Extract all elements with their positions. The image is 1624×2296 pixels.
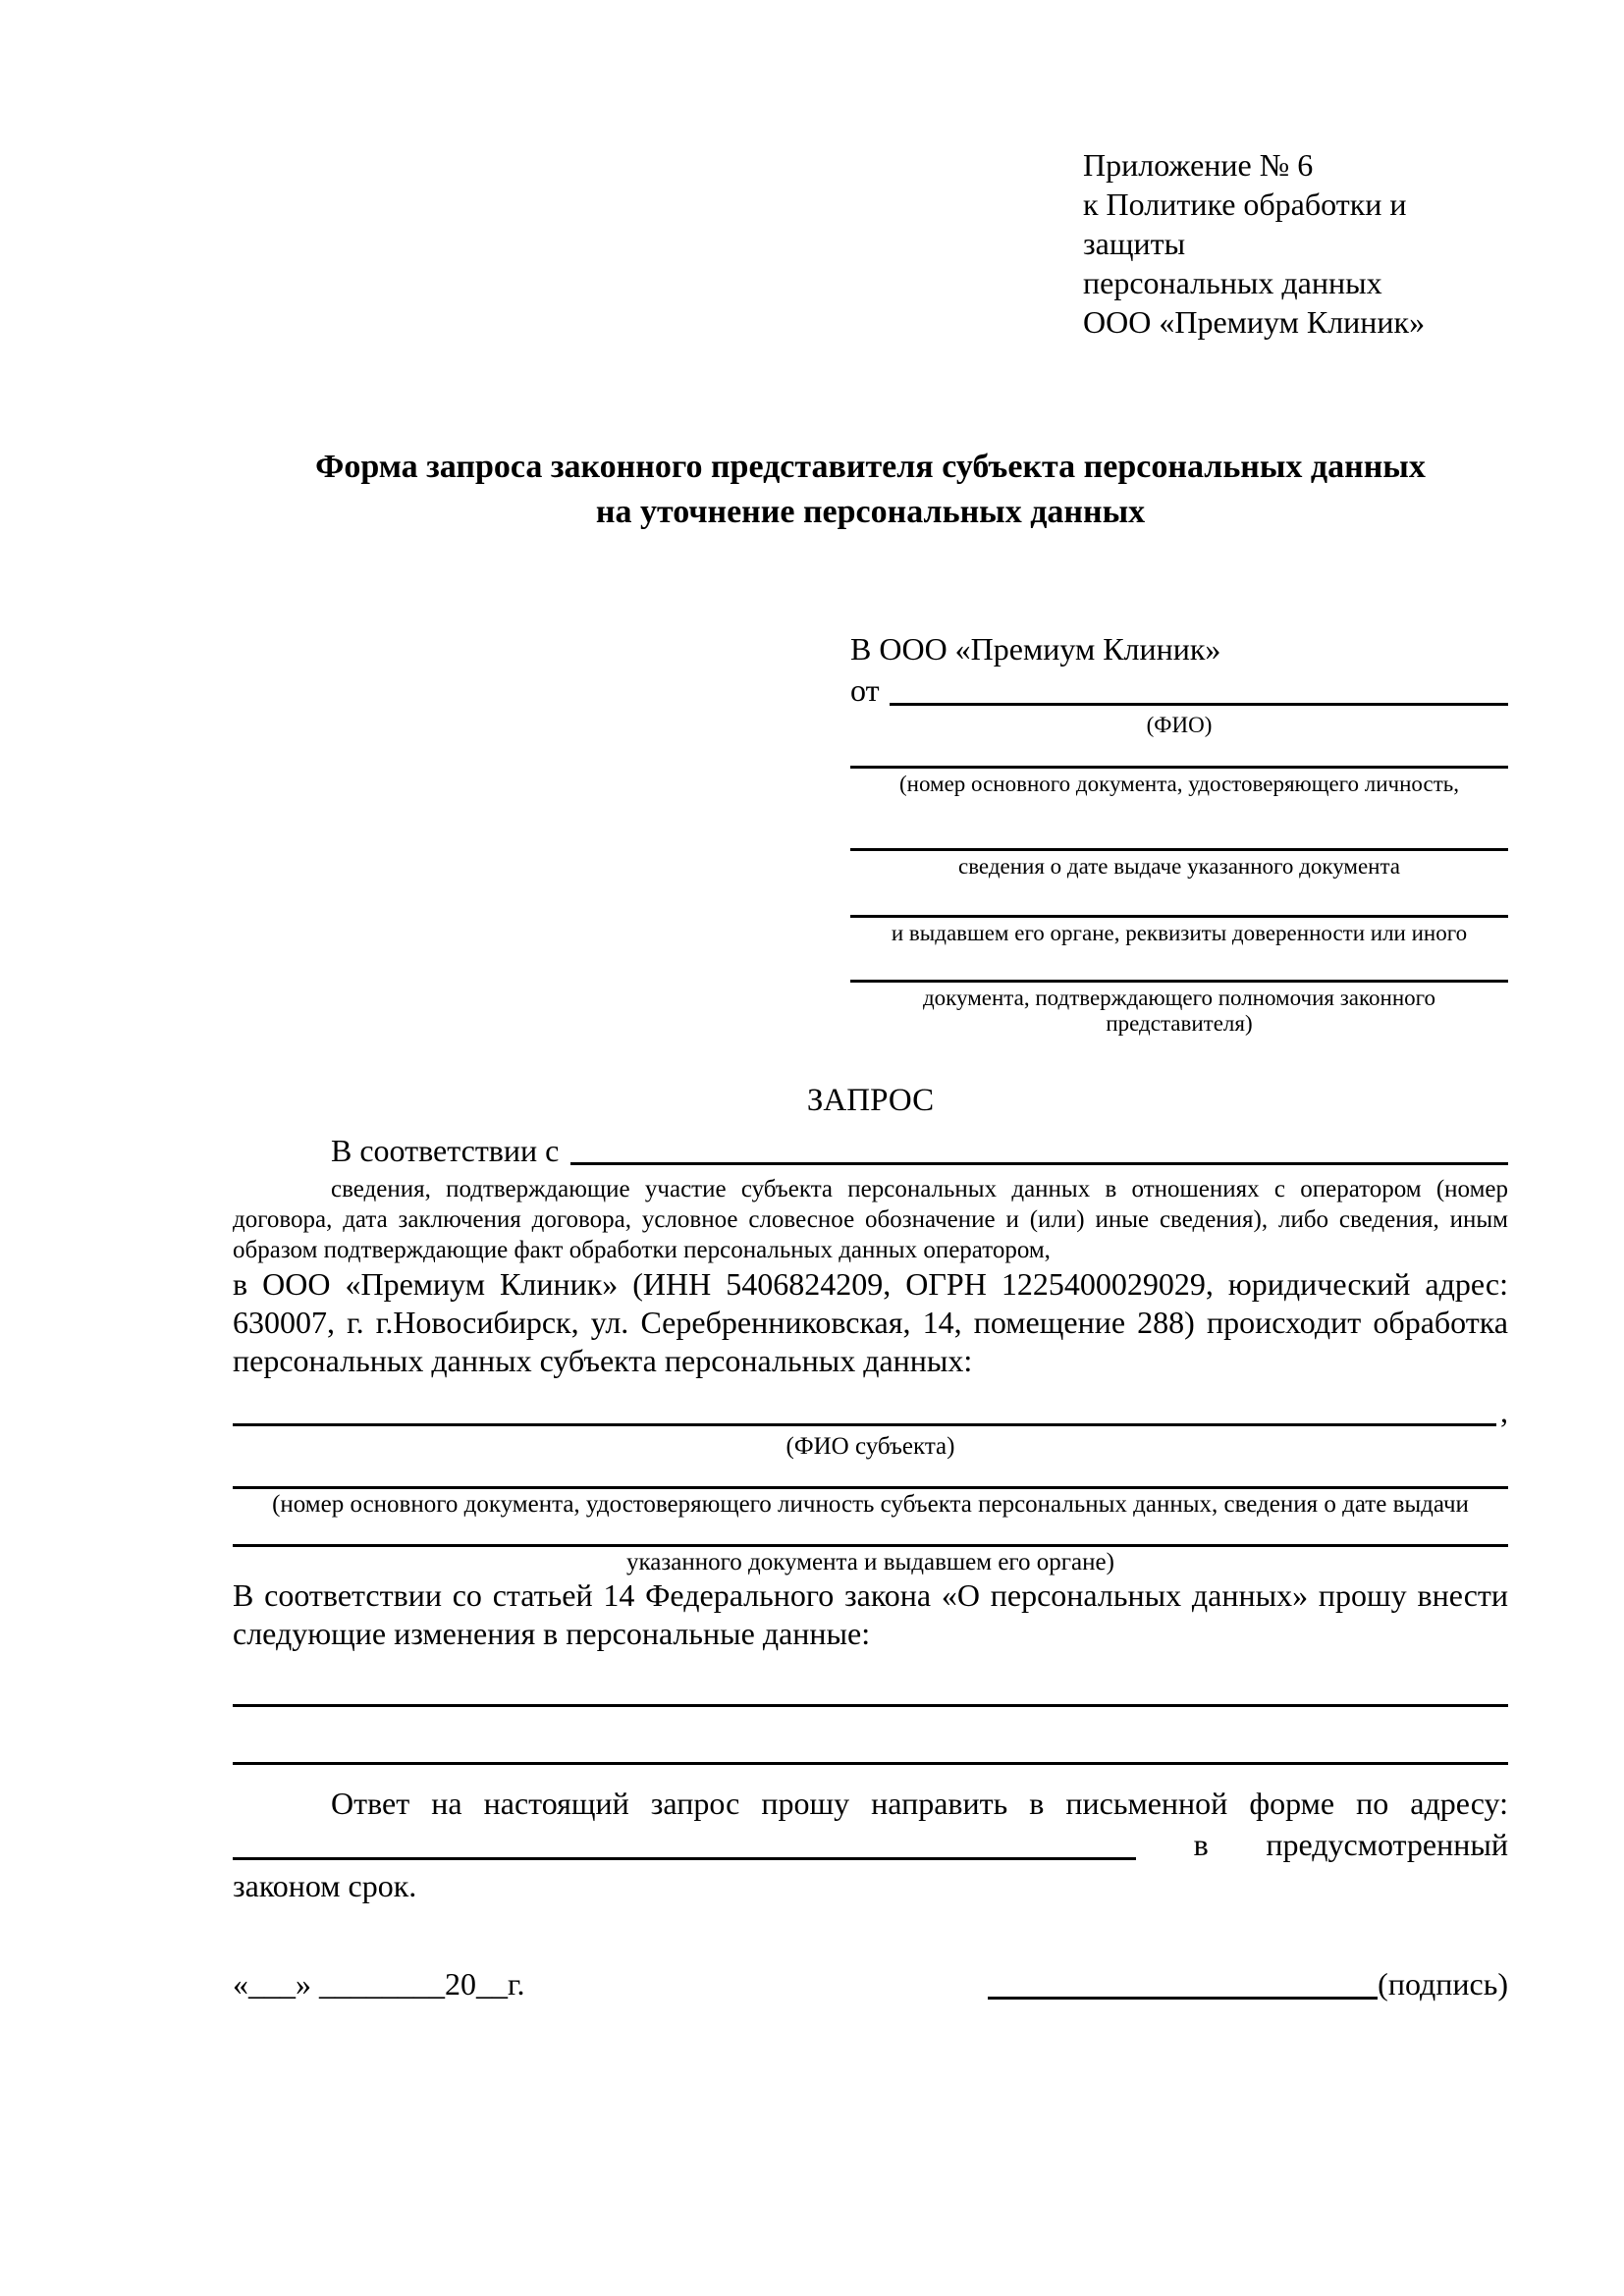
appendix-line-1: Приложение № 6 — [1083, 147, 1314, 183]
intro-caption: сведения, подтверждающие участие субъекта персональных данных в отношениях с оператором (номер договора, дата заключения договора, условное словесное обозначение и (или) иные сведения), либо сведения, иным образом подтверждающие факт обработки персональных данных оператором, — [233, 1176, 1508, 1263]
doc-number-field-line: (номер основного документа, удостоверяющего личность, — [850, 766, 1508, 797]
changes-field-line-1 — [233, 1704, 1508, 1707]
request-heading: ЗАПРОС — [806, 1083, 935, 1118]
addressee-to: В ООО «Премиум Клиник» — [850, 631, 1221, 667]
document-title-line-2: на уточнение персональных данных — [595, 494, 1146, 530]
document-title — [233, 445, 1508, 535]
answer-line-2 — [233, 1824, 1508, 1865]
operator-paragraph: в ООО «Премиум Клиник» (ИНН 5406824209, ОГРН 1225400029029, юридический адрес: 630007, г. г.Новосибирск, ул. Серебренниковская, 14, помещение 288) происходит обработка персональных данных субъекта персональных данных: — [233, 1266, 1508, 1378]
footer-row — [233, 1963, 1508, 2004]
subject-fio-suffix: , — [1500, 1394, 1508, 1429]
subject-fio-field-line — [233, 1422, 1496, 1426]
signature-group — [988, 1963, 1508, 2004]
subject-fio-row — [233, 1392, 1508, 1431]
changes-field-line-2 — [233, 1762, 1508, 1765]
appendix-line-3: персональных данных — [1083, 265, 1382, 300]
subject-doc-caption: (номер основного документа, удостоверяющего личность субъекта персональных данных, сведения о дате выдачи — [272, 1491, 1469, 1518]
signature-caption: (подпись) — [1378, 1966, 1508, 2002]
authority-doc-field-line: документа, подтверждающего полномочия законного представителя) — [850, 980, 1508, 1037]
document-title-line-1: Форма запроса законного представителя субъекта персональных данных — [315, 449, 1426, 485]
from-label: от — [850, 672, 880, 708]
addressee-block — [850, 628, 1508, 1037]
law-paragraph: В соответствии со статьей 14 Федерального закона «О персональных данных» прошу внести следующие изменения в персональные данные: — [233, 1577, 1508, 1651]
issue-date-field-line: сведения о дате выдаче указанного документа — [850, 848, 1508, 880]
intro-prefix: В соответствии с — [331, 1133, 560, 1168]
basis-field-line — [570, 1161, 1508, 1165]
intro-row — [233, 1131, 1508, 1170]
answer-line-3: законом срок. — [233, 1868, 417, 1903]
from-row — [850, 669, 1508, 711]
date-line: «___» ________20__г. — [233, 1966, 525, 2002]
subject-authority-caption: указанного документа и выдавшем его органе) — [626, 1549, 1114, 1575]
appendix-line-4: ООО «Премиум Клиник» — [1083, 304, 1426, 340]
answer-word-predusmotrenny: предусмотренный — [1266, 1827, 1508, 1862]
appendix-header — [1083, 145, 1508, 342]
answer-word-v: в — [1193, 1827, 1209, 1862]
appendix-line-2: к Политике обработки и защиты — [1083, 187, 1407, 261]
address-field-line — [233, 1857, 1136, 1860]
fio-caption: (ФИО) — [1146, 713, 1213, 737]
issuing-authority-field-line: и выдавшем его органе, реквизиты доверенности или иного — [850, 915, 1508, 946]
answer-line-1: Ответ на настоящий запрос прошу направить в письменной форме по адресу: — [331, 1786, 1508, 1821]
subject-fio-caption: (ФИО субъекта) — [785, 1433, 955, 1460]
from-field-line — [890, 702, 1508, 706]
signature-field-line — [988, 1997, 1378, 2000]
